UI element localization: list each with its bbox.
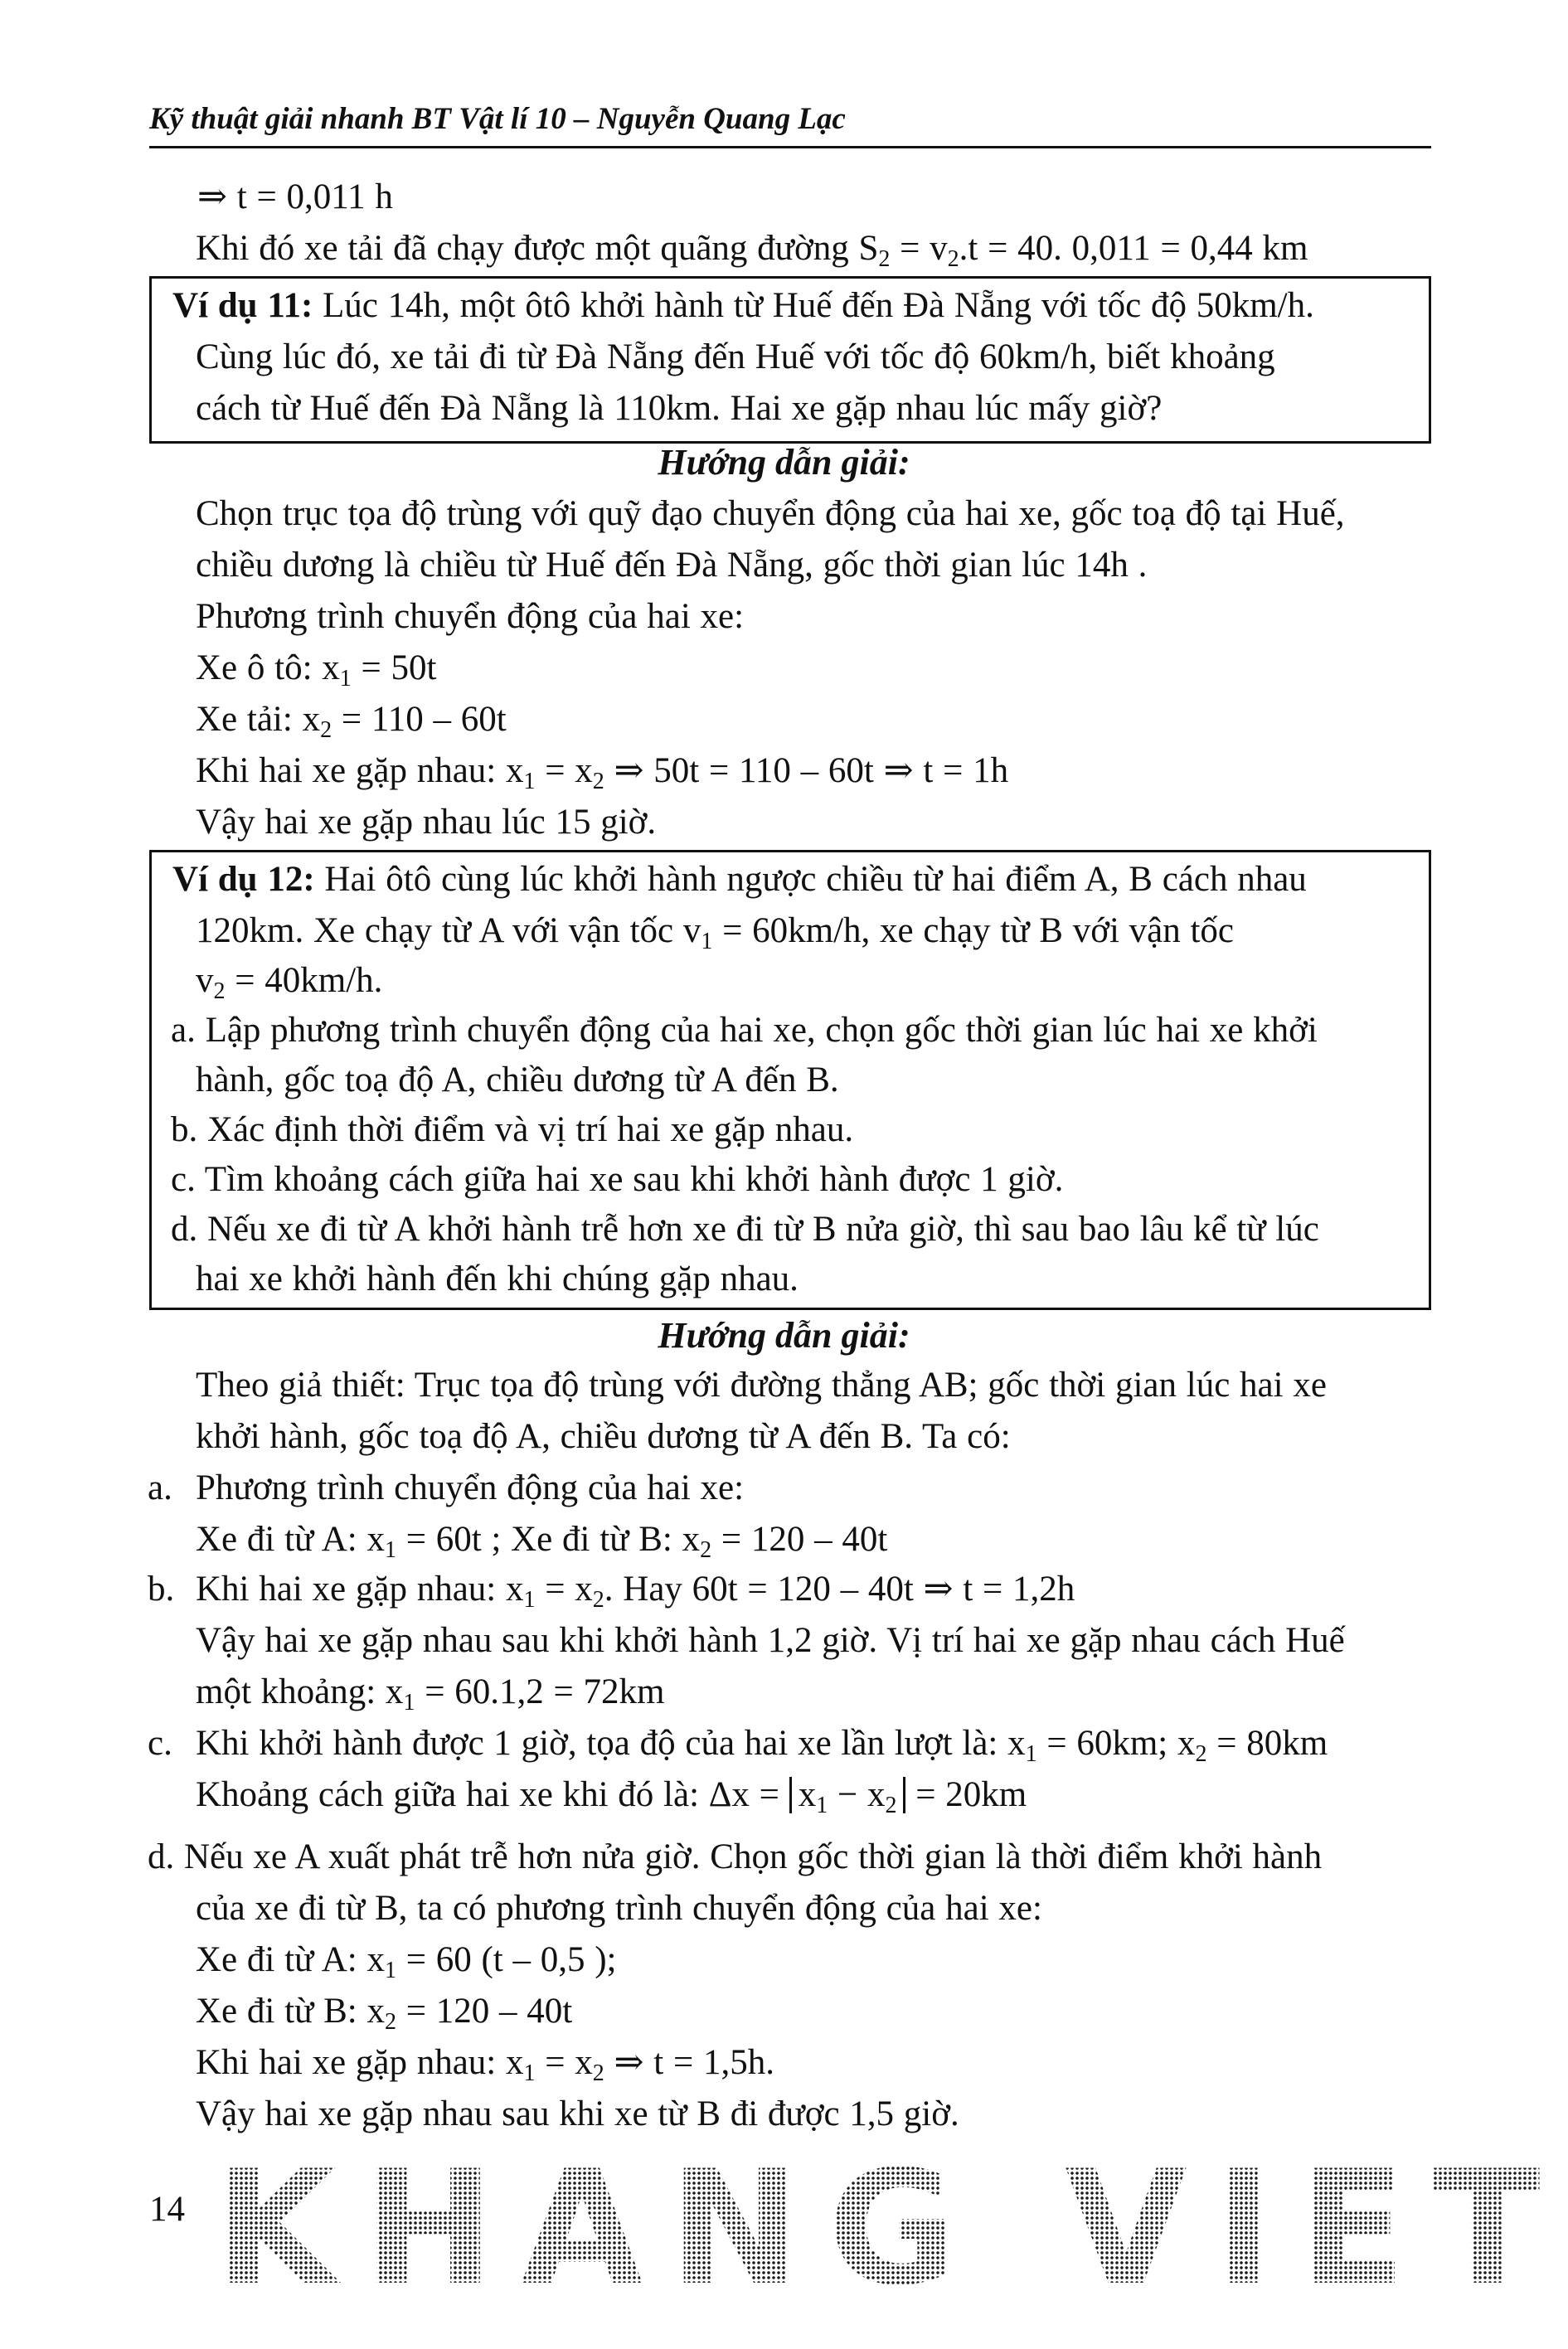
solution-12-part-d-line-1: d. Nếu xe A xuất phát trễ hơn nửa giờ. Chọn gốc thời gian là thời điểm khởi hành — [148, 1837, 1323, 1876]
solution-12-part-a-label: a. — [148, 1468, 172, 1507]
solution-12-part-b-label: b. — [148, 1570, 175, 1609]
solution-11-line-7: Vậy hai xe gặp nhau lúc 15 giờ. — [196, 803, 657, 842]
example-12-part-b: b. Xác định thời điểm và vị trí hai xe gặp nhau. — [171, 1110, 854, 1149]
header-rule — [149, 146, 1431, 148]
solution-12-part-d-line-3: Xe đi từ A: $x_1 = 60$ (t – 0,5 ); — [196, 1940, 617, 1983]
example-12-part-a-line-2: hành, gốc toạ độ A, chiều dương từ A đến B. — [196, 1060, 839, 1099]
running-header: Kỹ thuật giải nhanh BT Vật lí 10 – Nguyễn Quang Lạc — [149, 102, 846, 136]
example-11-line-2: Cùng lúc đó, xe tải đi từ Đà Nẵng đến Huế với tốc độ 60km/h, biết khoảng — [196, 337, 1275, 376]
solution-12-intro-line-2: khởi hành, gốc toạ độ A, chiều dương từ A đến B. Ta có: — [196, 1417, 1011, 1456]
solution-12-part-b-line-3: một khoảng: $x_1 = 60.1,2 = 72km$ — [196, 1672, 665, 1716]
solution-12-part-d-line-5: Khi hai xe gặp nhau: $x_1 = x_2$ ⇒ t = 1,5h. — [196, 2043, 774, 2086]
solution-12-part-d-line-6: Vậy hai xe gặp nhau sau khi xe từ B đi được 1,5 giờ. — [196, 2094, 959, 2133]
example-12-part-d-line-2: hai xe khởi hành đến khi chúng gặp nhau. — [196, 1259, 799, 1298]
example-12-line-2: 120km. Xe chạy từ A với vận tốc $v_1 = 60km/h$, xe chạy từ B với vận tốc — [196, 911, 1235, 954]
solution-11-line-3: Phương trình chuyển động của hai xe: — [196, 597, 745, 636]
intro-line-1: ⇒ t = 0,011 h — [197, 177, 393, 216]
example-12-part-c: c. Tìm khoảng cách giữa hai xe sau khi khởi hành được 1 giờ. — [171, 1160, 1064, 1199]
solution-12-part-d-line-4: Xe đi từ B: $x_2 = 120 - 40t$ — [196, 1992, 573, 2035]
solution-11-line-2: chiều dương là chiều từ Huế đến Đà Nẵng, gốc thời gian lúc 14h . — [196, 546, 1148, 585]
solution-11-line-6: Khi hai xe gặp nhau: $x_1 = x_2$ ⇒ 50t = 110 – 60t ⇒ t = 1h — [196, 751, 1009, 794]
solution-12-part-c-line-2: Khoảng cách giữa hai xe khi đó là: $\Delta x = x_1 - x_2 = 20km$ — [196, 1775, 1027, 1818]
solution-12-intro-line-1: Theo giả thiết: Trục tọa độ trùng với đường thẳng AB; gốc thời gian lúc hai xe — [196, 1366, 1327, 1405]
solution-11-line-5: Xe tải: $x_2 = 110 - 60t$ — [196, 700, 507, 743]
page-number: 14 — [149, 2190, 185, 2229]
solution-12-part-a-line-1: Phương trình chuyển động của hai xe: — [196, 1468, 745, 1507]
solution-12-part-a-line-2: Xe đi từ A: $x_1 = 60t$ ; Xe đi từ B: $x_2 = 120 - 40t$ — [196, 1520, 888, 1563]
solution-12-part-b-line-2: Vậy hai xe gặp nhau sau khi khởi hành 1,2 giờ. Vị trí hai xe gặp nhau cách Huế — [196, 1621, 1345, 1660]
example-12-line-1: Ví dụ 12: Hai ôtô cùng lúc khởi hành ngược chiều từ hai điểm A, B cách nhau — [172, 860, 1307, 899]
solution-12-part-b-line-1: Khi hai xe gặp nhau: $x_1 = x_2$. Hay 60t = 120 – 40t ⇒ t = 1,2h — [196, 1570, 1075, 1613]
example-12-line-3: $v_2 = 40km/h$. — [196, 961, 383, 1004]
absolute-value-expression: $x_1 - x_2$ — [789, 1777, 906, 1813]
example-11-line-3: cách từ Huế đến Đà Nẵng là 110km. Hai xe gặp nhau lúc mấy giờ? — [196, 389, 1163, 428]
publisher-logo: KHANG VIET — [214, 2137, 1567, 2320]
solution-12-part-d-line-2: của xe đi từ B, ta có phương trình chuyển động của hai xe: — [196, 1889, 1042, 1928]
solution-11-line-1: Chọn trục tọa độ trùng với quỹ đạo chuyển động của hai xe, gốc toạ độ tại Huế, — [196, 494, 1345, 533]
solution-11-heading: Hướng dẫn giải: — [658, 442, 910, 483]
example-11-line-1: Ví dụ 11: Lúc 14h, một ôtô khởi hành từ Huế đến Đà Nẵng với tốc độ 50km/h. — [172, 286, 1314, 325]
example-12-part-a-line-1: a. Lập phương trình chuyển động của hai xe, chọn gốc thời gian lúc hai xe khởi — [171, 1011, 1318, 1050]
intro-line-2: Khi đó xe tải đã chạy được một quãng đường $S_2 = v_2.t = 40$. 0,011 = 0,44 km — [196, 229, 1308, 272]
solution-12-part-c-label: c. — [148, 1724, 172, 1763]
solution-12-heading: Hướng dẫn giải: — [658, 1315, 910, 1356]
solution-11-line-4: Xe ô tô: $x_1 = 50t$ — [196, 648, 437, 692]
solution-12-part-c-line-1: Khi khởi hành được 1 giờ, tọa độ của hai xe lần lượt là: $x_1 = 60km$; $x_2 = 80km$ — [196, 1724, 1328, 1767]
example-12-part-d-line-1: d. Nếu xe đi từ A khởi hành trễ hơn xe đi từ B nửa giờ, thì sau bao lâu kể từ lúc — [171, 1210, 1319, 1249]
